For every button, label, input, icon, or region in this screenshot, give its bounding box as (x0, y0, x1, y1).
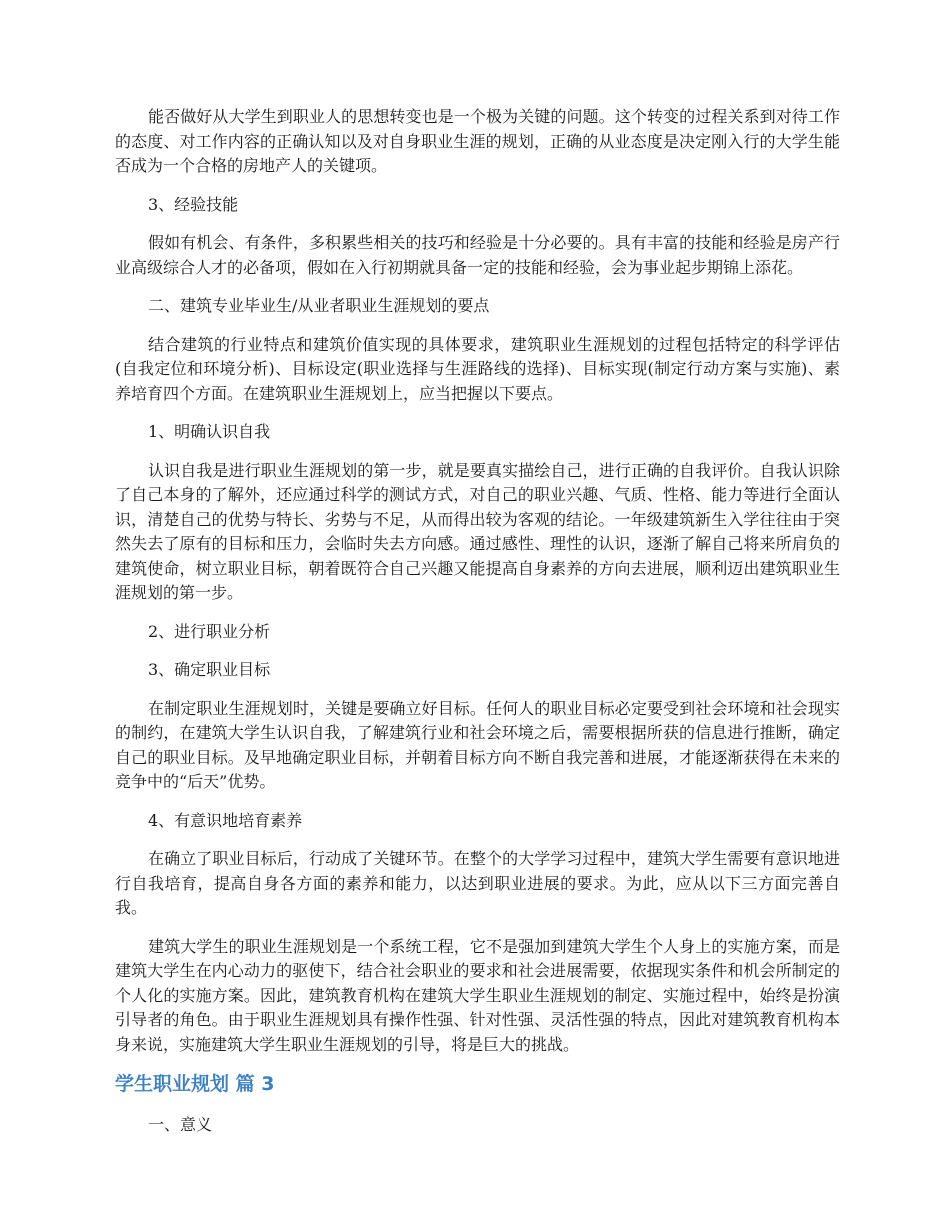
section-title: 学生职业规划 篇 3 (115, 1073, 275, 1095)
paragraph-goal-setting: 在制定职业生涯规划时，关键是要确立好目标。任何人的职业目标必定要受到社会环境和社会现实的制约，在建筑大学生认识自我，了解建筑行业和社会环境之后，需要根据所获的信息进行推断，确定自己的职业目标。及早地确定职业目标，并朝着目标方向不断自我完善和进展，才能逐渐获得在未来的竞争中的“后天”优势。 (115, 698, 840, 791)
heading-significance: 一、意义 (148, 1115, 213, 1134)
heading-career-analysis: 2、进行职业分析 (148, 621, 271, 641)
heading-cultivate-quality: 4、有意识地培育素养 (148, 810, 303, 830)
paragraph-self-knowledge: 认识自我是进行职业生涯规划的第一步，就是要真实描绘自己，进行正确的自我评价。自我认识除了自己本身的了解外，还应通过科学的测试方式，对自己的职业兴趣、气质、性格、能力等进行全面认识，清楚自己的优势与特长、劣势与不足，从而得出较为客观的结论。一年级建筑新生入学往往由于突然失去了原有的目标和压力，会临时失去方向感。通过感性、理性的认识，逐渐了解自己将来所肩负的建筑使命，树立职业目标，朝着既符合自己兴趣又能提高自身素养的方向去进展，顺利迈出建筑职业生涯规划的第一步。 (115, 460, 840, 602)
heading-career-goal: 3、确定职业目标 (148, 660, 271, 679)
paragraph-mindset-transition: 能否做好从大学生到职业人的思想转变也是一个极为关键的问题。这个转变的过程关系到对待工作的态度、对工作内容的正确认知以及对自身职业生涯的规划，正确的从业态度是决定刚入行的大学生能否成为一个合格的房地产人的关键项。 (115, 107, 840, 175)
paragraph-skills-accumulation: 假如有机会、有条件，多积累些相关的技巧和经验是十分必要的。具有丰富的技能和经验是房产行业高级综合人才的必备项，假如在入行初期就具备一定的技能和经验，会为事业起步期锦上添花。 (115, 233, 840, 277)
paragraph-system-project: 建筑大学生的职业生涯规划是一个系统工程，它不是强加到建筑大学生个人身上的实施方案，而是建筑大学生在内心动力的驱使下，结合社会职业的要求和社会进展需要，依据现实条件和机会所制定的个人化的实施方案。因此，建筑教育机构在建筑大学生职业生涯规划的制定、实施过程中，始终是扮演引导者的角色。由于职业生涯规划具有操作性强、针对性强、灵活性强的特点，因此对建筑教育机构本身来说，实施建筑大学生职业生涯规划的引导，将是巨大的挑战。 (115, 936, 840, 1054)
heading-experience-skills: 3、经验技能 (148, 194, 239, 214)
paragraph-planning-process: 结合建筑的行业特点和建筑价值实现的具体要求，建筑职业生涯规划的过程包括特定的科学评估(自我定位和环境分析)、目标设定(职业选择与生涯路线的选择)、目标实现(制定行动方案与实施)、素养培育四个方面。在建筑职业生涯规划上，应当把握以下要点。 (115, 334, 840, 403)
heading-know-yourself: 1、明确认识自我 (148, 422, 271, 441)
heading-career-planning-points: 二、建筑专业毕业生/从业者职业生涯规划的要点 (148, 296, 490, 315)
paragraph-action-phase: 在确立了职业目标后，行动成了关键环节。在整个的大学学习过程中，建筑大学生需要有意识地进行自我培育，提高自身各方面的素养和能力，以达到职业进展的要求。为此，应从以下三方面完善自我。 (115, 849, 840, 917)
document-body (115, 105, 840, 1152)
